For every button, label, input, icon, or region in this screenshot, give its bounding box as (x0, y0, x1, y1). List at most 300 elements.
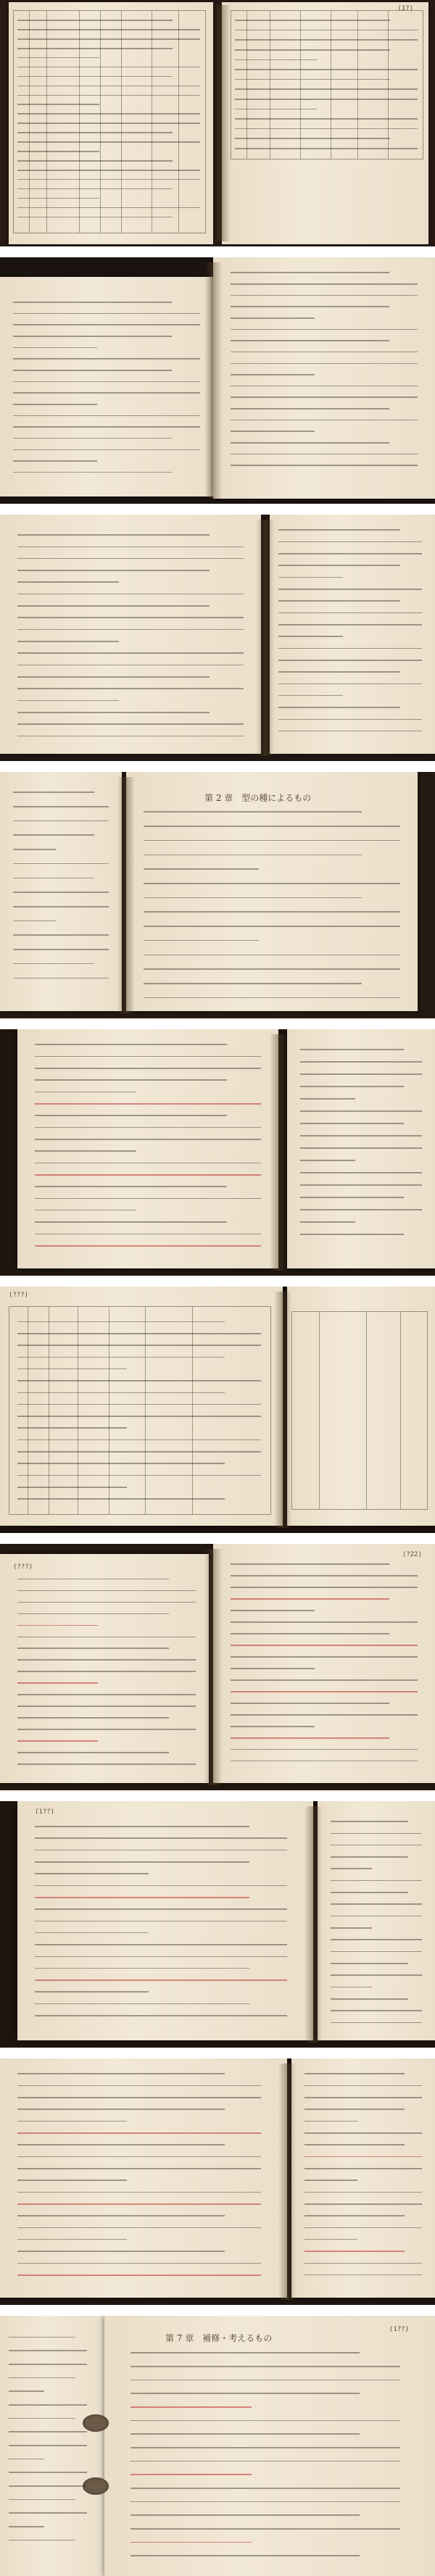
handwritten-annotation-line (130, 2474, 252, 2475)
text-line (17, 736, 244, 737)
text-line (9, 2499, 75, 2501)
text-line (17, 1752, 169, 1753)
text-line (331, 1856, 408, 1858)
text-line (304, 2121, 357, 2122)
text-line (17, 676, 210, 678)
text-line (35, 1932, 149, 1934)
text-line (9, 2377, 75, 2379)
text-line (35, 1150, 136, 1152)
text-line (300, 1098, 355, 1100)
text-line (17, 132, 173, 133)
text-line (331, 1821, 408, 1822)
text-line (35, 1163, 261, 1164)
text-line (17, 1729, 196, 1730)
text-line (278, 529, 400, 531)
text-line (130, 2366, 400, 2367)
text-line (278, 684, 422, 685)
text-line (35, 1186, 227, 1187)
chapter-heading: 第 2 章 型の種によるもの (204, 793, 312, 804)
text-line (278, 731, 422, 732)
left-page (17, 1029, 278, 1268)
text-line (278, 636, 343, 637)
photo-4 (0, 772, 435, 1018)
text-line (13, 978, 109, 979)
text-line (130, 2352, 360, 2353)
right-page (213, 257, 435, 499)
text-line (331, 1974, 422, 1976)
text-line (231, 1633, 389, 1634)
text-line (9, 2350, 87, 2351)
text-line (13, 460, 97, 462)
text-line (13, 963, 94, 965)
text-line (231, 1610, 315, 1611)
text-line (17, 2085, 261, 2087)
text-line (17, 2108, 225, 2110)
text-line (17, 2144, 225, 2145)
text-line (13, 336, 172, 337)
book-gutter (117, 777, 135, 1013)
text-line (304, 2097, 422, 2098)
text-line (13, 449, 200, 451)
text-line (144, 955, 400, 956)
text-line (13, 404, 97, 405)
text-line (300, 1049, 404, 1050)
text-line (331, 1963, 408, 1964)
text-line (235, 30, 418, 31)
text-line (17, 1648, 169, 1649)
text-line (17, 2097, 261, 2098)
text-line (331, 1951, 422, 1953)
handwritten-annotation-line (231, 1598, 389, 1600)
text-line (278, 589, 422, 590)
text-line (231, 442, 389, 444)
text-line (130, 2461, 400, 2462)
text-line (13, 415, 200, 417)
text-line (17, 179, 200, 180)
book-gutter (274, 1292, 291, 1528)
text-line (304, 2085, 422, 2087)
book-gutter (204, 262, 222, 499)
text-line (17, 76, 173, 78)
photo-2 (0, 257, 435, 504)
photo-6 (0, 1287, 435, 1533)
text-line (35, 1944, 287, 1945)
text-line (9, 2337, 75, 2338)
right-page (213, 1544, 435, 1783)
text-line (17, 594, 244, 595)
text-line (300, 1073, 422, 1075)
text-line (17, 617, 244, 618)
text-line (304, 2108, 405, 2110)
text-line (304, 2192, 422, 2193)
text-line (17, 1637, 196, 1638)
left-page (0, 277, 218, 496)
text-line (13, 921, 56, 922)
text-line (231, 306, 389, 307)
text-line (17, 104, 99, 105)
text-line (13, 302, 172, 303)
text-line (35, 1908, 287, 1910)
text-line (231, 396, 418, 398)
handwritten-annotation-line (231, 1737, 389, 1739)
handwritten-annotation-line (17, 2132, 261, 2134)
text-line (17, 1427, 127, 1429)
text-line (35, 1092, 136, 1093)
text-line (9, 2445, 87, 2446)
text-line (13, 792, 94, 793)
text-line (331, 1939, 422, 1940)
text-line (235, 148, 418, 149)
right-page (287, 1029, 435, 1268)
text-line (331, 1833, 422, 1835)
text-line (17, 29, 200, 30)
text-line (35, 1139, 261, 1140)
text-line (331, 1845, 422, 1846)
text-line (300, 1147, 422, 1149)
table-right (291, 1311, 428, 1510)
text-line (231, 431, 315, 432)
text-line (17, 1439, 261, 1441)
text-line (9, 2485, 87, 2487)
text-line (9, 2364, 87, 2365)
text-line (13, 438, 172, 439)
text-line (278, 541, 422, 543)
text-line (35, 1079, 227, 1081)
text-line (331, 1927, 372, 1929)
text-line (331, 1916, 422, 1917)
text-line (231, 340, 389, 341)
text-line (35, 1837, 287, 1839)
text-line (130, 2393, 360, 2394)
text-line (17, 2073, 225, 2074)
text-line (17, 188, 173, 190)
text-line (35, 1921, 287, 1922)
text-line (278, 707, 400, 708)
book-gutter (304, 1806, 322, 2043)
text-line (13, 392, 200, 394)
text-line (17, 2180, 127, 2181)
text-line (17, 1475, 261, 1476)
text-line (35, 1234, 261, 1235)
text-line (35, 1861, 249, 1863)
text-line (35, 1068, 261, 1069)
text-line (17, 570, 210, 571)
text-line (13, 347, 97, 349)
text-line (17, 1345, 261, 1346)
text-line (331, 1892, 408, 1893)
page-number-right: (?22) (402, 1551, 422, 1559)
text-line (35, 1115, 227, 1116)
text-line (35, 2015, 287, 2016)
text-line (17, 38, 200, 40)
book-gutter (257, 520, 274, 756)
text-line (144, 883, 400, 884)
text-line (17, 1487, 127, 1488)
text-line (231, 454, 418, 455)
text-line (231, 295, 418, 296)
text-line (304, 2203, 422, 2205)
text-line (278, 660, 422, 661)
text-line (17, 641, 119, 642)
left-page (0, 1554, 209, 1783)
right-page (318, 1801, 435, 2040)
text-line (13, 370, 172, 371)
text-line (300, 1209, 422, 1210)
text-line (300, 1110, 422, 1112)
handwritten-annotation-line (17, 1625, 98, 1626)
text-line (9, 2459, 44, 2460)
page-number: (1?) (397, 4, 413, 12)
text-line (17, 1613, 169, 1615)
text-line (17, 2263, 261, 2264)
text-line (304, 2073, 405, 2074)
text-line (17, 151, 99, 152)
text-line (300, 1086, 404, 1087)
text-line (144, 811, 362, 813)
text-line (13, 381, 200, 383)
text-line (13, 313, 200, 315)
text-line (231, 352, 418, 353)
text-line (300, 1061, 422, 1063)
text-line (300, 1221, 355, 1223)
text-line (144, 926, 400, 927)
text-line (235, 20, 390, 21)
right-page (270, 515, 435, 754)
book-gutter (204, 1549, 222, 1785)
text-line (231, 408, 389, 410)
text-line (17, 1763, 196, 1765)
chapter-heading: 第 7 章 補修・考えるもの (165, 2332, 273, 2343)
text-line (304, 2215, 405, 2216)
text-line (17, 1392, 225, 1394)
text-line (231, 1761, 418, 1762)
handwritten-annotation-line (231, 1691, 418, 1692)
text-line (17, 2251, 225, 2252)
text-line (144, 840, 400, 842)
text-line (17, 605, 210, 607)
photo-7 (0, 1544, 435, 1790)
text-line (13, 934, 109, 936)
text-line (17, 86, 200, 87)
text-line (304, 2144, 405, 2145)
text-line (17, 141, 200, 143)
text-line (17, 2239, 127, 2240)
text-line (17, 160, 173, 162)
text-line (231, 1621, 418, 1623)
text-line (35, 1210, 136, 1211)
text-line (17, 217, 173, 218)
table-left (13, 10, 206, 233)
text-line (9, 2418, 75, 2419)
handwritten-annotation-line (304, 2156, 422, 2158)
text-line (17, 1590, 196, 1592)
text-line (35, 1885, 287, 1887)
text-line (17, 2227, 261, 2229)
text-line (144, 983, 362, 984)
text-line (144, 897, 362, 899)
table-right (231, 10, 423, 159)
text-line (9, 2526, 44, 2527)
text-line (278, 600, 400, 602)
text-line (144, 997, 400, 999)
text-line (35, 1127, 261, 1129)
text-line (144, 940, 259, 942)
text-line (231, 1563, 389, 1565)
text-line (235, 79, 390, 80)
right-page (126, 772, 418, 1011)
book-gutter (278, 2064, 296, 2300)
text-line (130, 2514, 360, 2516)
right-page (104, 2316, 435, 2576)
text-line (130, 2488, 400, 2489)
text-line (17, 712, 210, 713)
photo-10 (0, 2316, 435, 2576)
text-line (17, 48, 173, 49)
text-line (35, 1968, 249, 1969)
book-gutter (213, 5, 231, 241)
handwritten-annotation-line (130, 2542, 252, 2543)
text-line (231, 1656, 418, 1658)
handwritten-annotation-line (35, 1174, 261, 1176)
text-line (17, 207, 200, 209)
text-line (304, 2227, 422, 2229)
text-line (235, 138, 390, 139)
text-line (304, 2274, 422, 2276)
text-line (17, 629, 244, 631)
text-line (13, 834, 94, 836)
text-line (17, 170, 200, 171)
text-line (13, 878, 94, 879)
text-line (9, 2404, 87, 2406)
text-line (17, 1579, 169, 1580)
text-line (130, 2433, 360, 2435)
text-line (35, 1198, 261, 1200)
text-line (331, 2010, 422, 2011)
text-line (231, 1749, 418, 1750)
text-line (300, 1234, 404, 1235)
text-line (13, 906, 109, 907)
text-line (231, 1668, 315, 1669)
text-line (300, 1184, 422, 1186)
text-line (17, 1404, 261, 1405)
text-line (9, 2431, 87, 2432)
text-line (17, 113, 200, 115)
text-line (231, 329, 418, 331)
text-line (17, 1380, 261, 1382)
text-line (300, 1135, 422, 1137)
handwritten-annotation-line (35, 1245, 261, 1247)
text-line (9, 2390, 44, 2392)
text-line (235, 59, 317, 61)
left-page (0, 2058, 287, 2298)
text-line (17, 20, 173, 21)
text-line (231, 1679, 418, 1681)
text-line (278, 624, 422, 626)
text-line (17, 1463, 225, 1464)
text-line (17, 581, 119, 583)
text-line (35, 1056, 261, 1058)
text-line (130, 2528, 400, 2530)
text-line (17, 67, 200, 68)
text-line (300, 1123, 404, 1124)
text-line (17, 1321, 225, 1323)
photo-3 (0, 515, 435, 761)
text-line (231, 1703, 389, 1704)
text-line (144, 911, 400, 913)
text-line (13, 863, 109, 865)
text-line (13, 324, 200, 325)
text-line (130, 2501, 400, 2503)
text-line (17, 1357, 225, 1358)
text-line (144, 826, 400, 827)
text-line (13, 849, 56, 850)
text-line (13, 820, 109, 822)
text-line (304, 2180, 357, 2181)
text-line (331, 1998, 408, 2000)
photo-8 (0, 1801, 435, 2048)
text-line (331, 1987, 372, 1988)
text-line (9, 2472, 87, 2473)
text-line (300, 1197, 404, 1198)
text-line (17, 723, 244, 725)
text-line (231, 272, 389, 273)
text-line (231, 386, 418, 387)
photo-1 (0, 0, 435, 246)
text-line (17, 558, 244, 560)
text-line (278, 612, 422, 614)
text-line (13, 892, 109, 893)
page-number-left: (???) (13, 1563, 33, 1571)
text-line (17, 1705, 196, 1707)
text-line (13, 426, 200, 428)
text-line (35, 1826, 249, 1827)
text-line (13, 472, 172, 473)
text-line (278, 553, 422, 554)
text-line (130, 2447, 400, 2448)
text-line (331, 1880, 422, 1882)
text-line (35, 2003, 249, 2005)
text-line (130, 2380, 400, 2381)
text-line (9, 2540, 75, 2541)
text-line (331, 2022, 422, 2024)
text-line (278, 648, 422, 649)
text-line (231, 420, 418, 421)
text-line (331, 1868, 372, 1869)
handwritten-annotation-line (17, 1740, 98, 1742)
text-line (231, 465, 418, 466)
text-line (17, 1416, 261, 1417)
text-line (331, 1903, 422, 1905)
handwritten-annotation-line (130, 2406, 252, 2408)
text-line (231, 1714, 418, 1716)
text-line (304, 2263, 422, 2264)
text-line (278, 695, 343, 697)
text-line (231, 283, 418, 285)
text-line (144, 968, 400, 970)
text-line (231, 374, 315, 375)
text-line (304, 2239, 357, 2240)
text-line (278, 671, 400, 673)
text-line (231, 317, 315, 319)
text-line (35, 1221, 227, 1223)
text-line (35, 1991, 149, 1993)
text-line (13, 806, 109, 807)
text-line (17, 1717, 169, 1719)
text-line (144, 855, 362, 856)
photo-5 (0, 1029, 435, 1276)
text-line (17, 1368, 127, 1370)
book-gutter (270, 1034, 287, 1271)
